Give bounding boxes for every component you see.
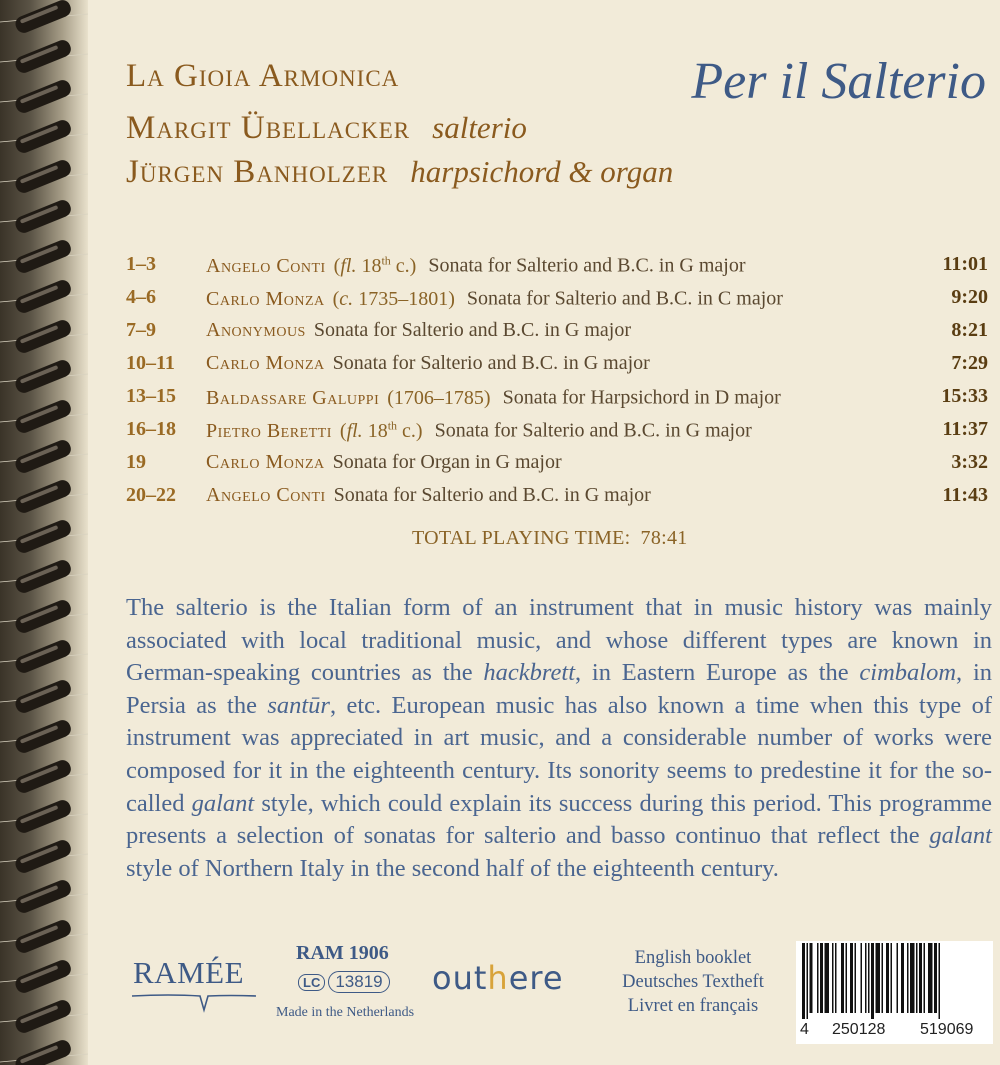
performer-2-role: harpsichord & organ bbox=[410, 154, 674, 189]
description-paragraph bbox=[126, 592, 992, 885]
track-description bbox=[206, 352, 650, 375]
barcode-bar bbox=[876, 943, 881, 1013]
booklet-line: Livret en français bbox=[627, 996, 759, 1016]
tuning-pin bbox=[13, 318, 73, 355]
description-emphasis: hackbrett bbox=[483, 659, 576, 687]
track-list bbox=[126, 253, 988, 517]
track-numbers: 1–3 bbox=[126, 253, 156, 275]
barcode-bar bbox=[825, 943, 830, 1013]
track-row bbox=[126, 253, 988, 286]
track-description bbox=[206, 319, 631, 342]
barcode-bar bbox=[916, 943, 918, 1013]
track-duration: 11:37 bbox=[942, 418, 988, 440]
track-duration: 11:01 bbox=[942, 253, 988, 275]
barcode-bar bbox=[855, 943, 857, 1013]
composer-dates: (c. 1735–1801) bbox=[332, 287, 455, 310]
tuning-pin bbox=[13, 638, 73, 675]
barcode-bar bbox=[861, 943, 863, 1013]
album-title: Per il Salterio bbox=[691, 53, 986, 110]
label-code bbox=[298, 971, 390, 993]
barcode-bar bbox=[897, 943, 899, 1013]
booklet-languages bbox=[605, 946, 781, 1018]
tuning-pin bbox=[13, 678, 73, 715]
track-duration: 3:32 bbox=[951, 451, 988, 473]
barcode-bar bbox=[871, 943, 874, 1019]
work-title: Sonata for Salterio and B.C. in G major bbox=[333, 484, 651, 506]
ramee-swash-icon bbox=[130, 992, 260, 1016]
track-description bbox=[206, 451, 562, 474]
work-title: Sonata for Harpsichord in D major bbox=[502, 386, 781, 409]
track-duration: 11:43 bbox=[942, 484, 988, 506]
barcode-bar bbox=[841, 943, 844, 1013]
salterio-strings-image bbox=[0, 0, 88, 1065]
description-emphasis: galant bbox=[191, 789, 255, 817]
tuning-pin bbox=[13, 598, 73, 635]
tuning-pin bbox=[13, 238, 73, 275]
outhere-part-2: h bbox=[487, 959, 509, 997]
barcode-bar bbox=[928, 943, 933, 1013]
track-numbers: 13–15 bbox=[126, 385, 176, 407]
tuning-pin bbox=[13, 198, 73, 235]
composer-dates: (1706–1785) bbox=[387, 386, 491, 409]
tuning-pin bbox=[13, 398, 73, 435]
barcode-bar bbox=[802, 943, 805, 1019]
composer-dates: (fl. 18th c.) bbox=[339, 418, 423, 442]
track-duration: 8:21 bbox=[951, 319, 988, 341]
track-row bbox=[126, 451, 988, 484]
total-value: 78:41 bbox=[640, 527, 688, 549]
barcode-bar bbox=[846, 943, 848, 1013]
tuning-pin bbox=[13, 918, 73, 955]
barcode-lead-digit: 4 bbox=[800, 1021, 809, 1038]
barcode-bar bbox=[850, 943, 853, 1013]
composer-name: Anonymous bbox=[206, 319, 306, 341]
track-description bbox=[206, 484, 651, 507]
description-text: , in Persia as the bbox=[126, 659, 993, 719]
tuning-pin bbox=[13, 0, 73, 35]
composer-name: Angelo Conti bbox=[206, 484, 326, 506]
booklet-line: English booklet bbox=[634, 948, 752, 968]
performer-2 bbox=[126, 154, 673, 191]
composer-name: Baldassare Galuppi bbox=[206, 386, 380, 409]
work-title: Sonata for Salterio and B.C. in G major bbox=[434, 419, 752, 442]
tuning-pin bbox=[13, 278, 73, 315]
barcode-bar bbox=[882, 943, 884, 1013]
track-row bbox=[126, 484, 988, 517]
tuning-pin bbox=[13, 838, 73, 875]
tuning-pin bbox=[13, 518, 73, 555]
track-description bbox=[206, 418, 752, 443]
track-numbers: 10–11 bbox=[126, 352, 175, 374]
barcode-bar bbox=[807, 943, 809, 1019]
work-title: Sonata for Salterio and B.C. in G major bbox=[332, 352, 650, 374]
track-numbers: 7–9 bbox=[126, 319, 156, 341]
composer-name: Pietro Beretti bbox=[206, 419, 332, 442]
description-emphasis: santūr bbox=[267, 691, 330, 719]
track-description bbox=[206, 385, 781, 410]
tuning-pin bbox=[13, 478, 73, 515]
performer-1-name: Margit Übellacker bbox=[126, 110, 411, 146]
track-numbers: 19 bbox=[126, 451, 146, 473]
composer-name: Carlo Monza bbox=[206, 352, 325, 374]
lc-number: 13819 bbox=[328, 971, 389, 993]
tuning-pin bbox=[13, 358, 73, 395]
barcode-bar bbox=[832, 943, 834, 1013]
tuning-pin bbox=[13, 758, 73, 795]
barcode-bar bbox=[919, 943, 922, 1013]
ramee-logo: RAMÉE bbox=[133, 955, 244, 990]
barcode-bars bbox=[800, 943, 989, 1019]
total-playing-time bbox=[412, 527, 688, 550]
track-numbers: 4–6 bbox=[126, 286, 156, 308]
barcode bbox=[796, 941, 993, 1044]
catalog-number: RAM 1906 bbox=[296, 942, 389, 964]
ensemble-name: La Gioia Armonica bbox=[126, 58, 400, 94]
description-text: style of Northern Italy in the second half of the eighteenth century. bbox=[126, 854, 779, 882]
barcode-bar bbox=[924, 943, 926, 1013]
tuning-pin bbox=[13, 878, 73, 915]
made-in: Made in the Netherlands bbox=[276, 1005, 415, 1020]
barcode-bar bbox=[868, 943, 870, 1013]
track-description bbox=[206, 253, 746, 278]
outhere-part-3: ere bbox=[508, 959, 564, 997]
track-row bbox=[126, 385, 988, 418]
barcode-bar bbox=[901, 943, 904, 1013]
track-numbers: 20–22 bbox=[126, 484, 176, 506]
track-numbers: 16–18 bbox=[126, 418, 176, 440]
composer-name: Carlo Monza bbox=[206, 287, 325, 310]
track-description bbox=[206, 286, 783, 311]
barcode-bar bbox=[886, 943, 889, 1013]
outhere-part-1: out bbox=[432, 959, 488, 997]
track-duration: 7:29 bbox=[951, 352, 988, 374]
track-row bbox=[126, 286, 988, 319]
tuning-pin bbox=[13, 558, 73, 595]
barcode-bar bbox=[934, 943, 937, 1013]
composer-dates: (fl. 18th c.) bbox=[333, 253, 417, 277]
booklet-line: Deutsches Textheft bbox=[622, 972, 764, 992]
track-row bbox=[126, 319, 988, 352]
barcode-group-2: 519069 bbox=[920, 1021, 974, 1038]
tuning-pin bbox=[13, 118, 73, 155]
tuning-pin bbox=[13, 158, 73, 195]
tuning-pin bbox=[13, 798, 73, 835]
description-text: , etc. European music has also known a time when this type of instrument was appreciated in art music, and a considerable number of works were composed for it in the eighteenth century. Its sonority seems to predestine it for the so-called bbox=[126, 691, 992, 817]
work-title: Sonata for Salterio and B.C. in G major bbox=[313, 319, 632, 341]
barcode-group-1: 250128 bbox=[832, 1021, 886, 1038]
barcode-bar bbox=[891, 943, 893, 1013]
tuning-pin bbox=[13, 958, 73, 995]
tuning-pin bbox=[13, 38, 73, 75]
tuning-pin bbox=[13, 78, 73, 115]
tuning-pin bbox=[13, 718, 73, 755]
barcode-bar bbox=[835, 943, 837, 1013]
performer-2-name: Jürgen Banholzer bbox=[126, 154, 389, 190]
barcode-bar bbox=[865, 943, 867, 1013]
barcode-bar bbox=[810, 943, 813, 1013]
work-title: Sonata for Organ in G major bbox=[332, 451, 562, 473]
description-emphasis: galant bbox=[929, 822, 992, 850]
performer-1 bbox=[126, 110, 527, 147]
track-duration: 9:20 bbox=[951, 286, 988, 308]
total-label: TOTAL PLAYING TIME: bbox=[412, 527, 631, 549]
barcode-bar bbox=[817, 943, 819, 1013]
barcode-bar bbox=[907, 943, 909, 1013]
description-text: , in Eastern Europe as the bbox=[575, 659, 860, 687]
barcode-bar bbox=[910, 943, 915, 1013]
work-title: Sonata for Salterio and B.C. in C major bbox=[466, 287, 783, 310]
lc-prefix: LC bbox=[298, 974, 325, 991]
composer-name: Carlo Monza bbox=[206, 451, 325, 473]
outhere-logo bbox=[432, 959, 564, 997]
barcode-bar bbox=[939, 943, 941, 1019]
track-duration: 15:33 bbox=[941, 385, 988, 407]
track-row bbox=[126, 352, 988, 385]
work-title: Sonata for Salterio and B.C. in G major bbox=[428, 254, 746, 277]
performer-1-role: salterio bbox=[432, 110, 527, 145]
description-emphasis: cimbalom bbox=[859, 659, 957, 687]
description-text: The salterio is the Italian form of an instrument that in music history was mainly associated with local traditional music, and whose different types are known in German-speaking countries as the bbox=[126, 594, 992, 687]
tuning-pins-graphic bbox=[0, 0, 88, 1065]
description-text: style, which could explain its success during this period. This programme presents a selection of sonatas for salterio and basso continuo that reflect the bbox=[126, 789, 992, 850]
track-row bbox=[126, 418, 988, 451]
composer-name: Angelo Conti bbox=[206, 254, 326, 277]
tuning-pin bbox=[13, 438, 73, 475]
barcode-bar bbox=[820, 943, 823, 1013]
tuning-pin bbox=[13, 998, 73, 1035]
